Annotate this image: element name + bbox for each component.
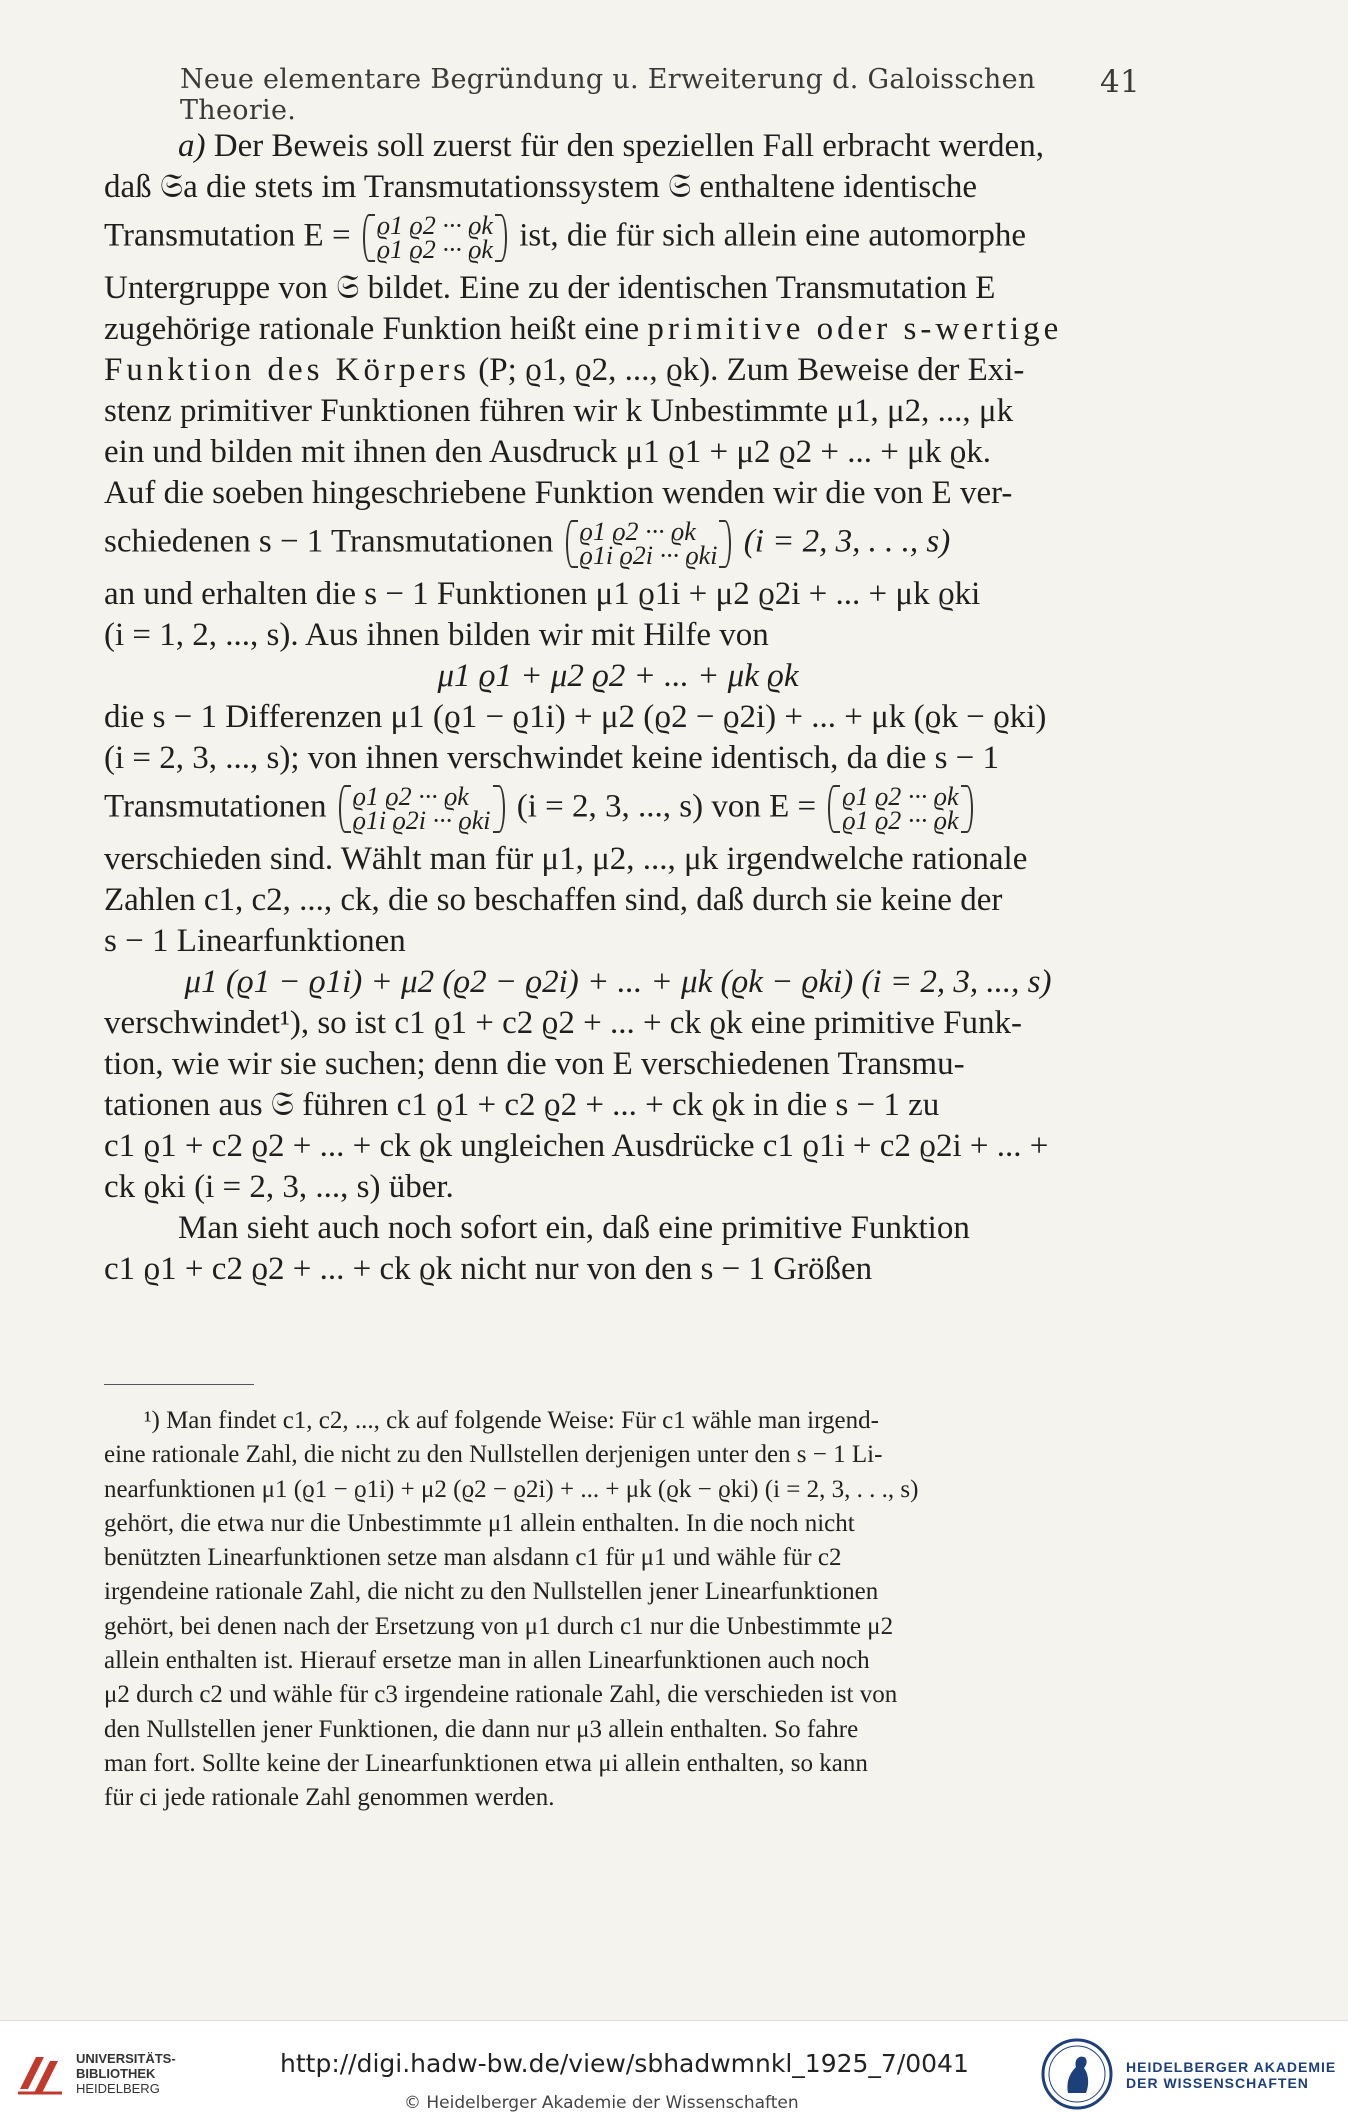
matrix-row: ϱ1 ϱ2 ··· ϱk: [352, 782, 469, 811]
library-name-line: UNIVERSITÄTS-: [76, 2051, 176, 2066]
footnote-line: gehört, die etwa nur die Unbestimmte μ1 allein enthalten. In die noch nicht: [104, 1509, 855, 1537]
transmutation-matrix: [566, 517, 732, 570]
footnote-line: gehört, bei denen nach der Ersetzung von μ1 durch c1 nur die Unbestimmte μ2: [104, 1612, 894, 1640]
text-span: zugehörige rationale Funktion heißt eine: [104, 311, 640, 347]
library-name-line: HEIDELBERG: [76, 2081, 160, 2096]
footnote-line: benützten Linearfunktionen setze man alsdann c1 für μ1 und wähle für c2: [104, 1544, 842, 1572]
text-line: Auf die soeben hingeschriebene Funktion wenden wir die von E ver-: [104, 475, 1013, 511]
footnote-line: den Nullstellen jener Funktionen, die dann nur μ3 allein enthalten. So fahre: [104, 1715, 859, 1743]
text-line: s − 1 Linearfunktionen: [104, 923, 406, 959]
matrix-row: ϱ1 ϱ2 ··· ϱk: [842, 782, 959, 811]
matrix-row: ϱ1i ϱ2i ··· ϱki: [579, 541, 718, 570]
text-line: tion, wie wir sie suchen; denn die von E verschiedenen Transmu-: [104, 1046, 965, 1082]
academy-name-line: DER WISSENSCHAFTEN: [1126, 2075, 1309, 2091]
display-equation: μ1 (ϱ1 − ϱ1i) + μ2 (ϱ2 − ϱ2i) + ... + μk (ϱk − ϱki) (i = 2, 3, ..., s): [184, 964, 1052, 1000]
text-line: [104, 517, 1132, 570]
matrix-row: ϱ1 ϱ2 ··· ϱk: [376, 211, 493, 240]
spaced-term: primitive oder s-wertige: [647, 311, 1063, 347]
running-header: [180, 64, 1140, 126]
text-line: verschieden sind. Wählt man für μ1, μ2, ..., μk irgendwelche rationale: [104, 841, 1028, 877]
text-line: (i = 2, 3, ..., s); von ihnen verschwindet keine identisch, da die s − 1: [104, 740, 1000, 776]
transmutation-matrix: [339, 782, 505, 835]
identity-matrix: [828, 782, 972, 835]
footnote-line: irgendeine rationale Zahl, die nicht zu den Nullstellen jener Linearfunktionen: [104, 1578, 879, 1606]
copyright-notice: © Heidelberger Akademie der Wissenschaften: [404, 2093, 799, 2113]
footnote-line: ¹) Man findet c1, c2, ..., ck auf folgende Weise: Für c1 wähle man irgend-: [144, 1407, 879, 1434]
text-line: [104, 350, 1132, 391]
academy-name: [1126, 2059, 1336, 2091]
text-line: verschwindet¹), so ist c1 ϱ1 + c2 ϱ2 + ... + ck ϱk eine primitive Funk-: [104, 1005, 1023, 1041]
permalink-url[interactable]: http://digi.hadw-bw.de/view/sbhadwmnkl_1925_7/0041: [280, 2049, 969, 2078]
matrix-row: ϱ1i ϱ2i ··· ϱki: [352, 806, 491, 835]
text-span: (i = 2, 3, ..., s) von E =: [516, 788, 817, 825]
text-line: [104, 211, 1132, 264]
text-span: schiedenen s − 1 Transmutationen: [104, 523, 554, 560]
text-line: stenz primitiver Funktionen führen wir k Unbestimmte μ1, μ2, ..., μk: [104, 393, 1014, 429]
text-span: ist, die für sich allein eine automorphe: [519, 217, 1026, 254]
text-span: Transmutation E =: [104, 217, 351, 254]
library-name-line: BIBLIOTHEK: [76, 2066, 156, 2081]
text-line: die s − 1 Differenzen μ1 (ϱ1 − ϱ1i) + μ2 (ϱ2 − ϱ2i) + ... + μk (ϱk − ϱki): [104, 699, 1047, 735]
text-line: tationen aus 𝔖 führen c1 ϱ1 + c2 ϱ2 + ... + ck ϱk in die s − 1 zu: [104, 1087, 940, 1123]
text-line: an und erhalten die s − 1 Funktionen μ1 ϱ1i + μ2 ϱ2i + ... + μk ϱki: [104, 576, 981, 612]
main-text: [104, 126, 1132, 1290]
page-number: 41: [1099, 64, 1140, 100]
footnote-line: allein enthalten ist. Hierauf ersetze man in allen Linearfunktionen auch noch: [104, 1647, 870, 1675]
footnote-line: eine rationale Zahl, die nicht zu den Nullstellen derjenigen unter den s − 1 Li-: [104, 1441, 883, 1469]
text-line: c1 ϱ1 + c2 ϱ2 + ... + ck ϱk ungleichen Ausdrücke c1 ϱ1i + c2 ϱ2i + ... +: [104, 1128, 1049, 1164]
text-line: Man sieht auch noch sofort ein, daß eine primitive Funktion: [178, 1210, 970, 1246]
ub-heidelberg-logo-icon[interactable]: [14, 2049, 66, 2101]
text-line: Untergruppe von 𝔖 bildet. Eine zu der identischen Transmutation E: [104, 270, 996, 306]
text-line: ck ϱki (i = 2, 3, ..., s) über.: [104, 1169, 454, 1205]
display-equation: μ1 ϱ1 + μ2 ϱ2 + ... + μk ϱk: [437, 658, 799, 694]
text-line: Zahlen c1, c2, ..., ck, die so beschaffen sind, daß durch sie keine der: [104, 882, 1003, 918]
text-line: ein und bilden mit ihnen den Ausdruck μ1 ϱ1 + μ2 ϱ2 + ... + μk ϱk.: [104, 434, 992, 470]
text-line: (i = 1, 2, ..., s). Aus ihnen bilden wir mit Hilfe von: [104, 617, 769, 653]
matrix-row: ϱ1 ϱ2 ··· ϱk: [376, 235, 493, 264]
matrix-row: ϱ1 ϱ2 ··· ϱk: [842, 806, 959, 835]
text-line: c1 ϱ1 + c2 ϱ2 + ... + ck ϱk nicht nur von den s − 1 Größen: [104, 1251, 873, 1287]
footnote-line: nearfunktionen μ1 (ϱ1 − ϱ1i) + μ2 (ϱ2 − ϱ2i) + ... + μk (ϱk − ϱki) (i = 2, 3, . . ., s): [104, 1475, 919, 1503]
text-line: [104, 309, 1132, 350]
identity-matrix: [363, 211, 507, 264]
text-span: (i = 2, 3, . . ., s): [743, 523, 951, 560]
academy-seal-icon[interactable]: [1040, 2037, 1114, 2111]
text-line: [104, 782, 1132, 835]
spaced-term: Funktion des Körpers: [104, 352, 470, 388]
text-span: (P; ϱ1, ϱ2, ..., ϱk). Zum Beweise der Exi-: [478, 352, 1025, 388]
footnote-line: man fort. Sollte keine der Linearfunktionen etwa μi allein enthalten, so kann: [104, 1749, 868, 1777]
footnote-line: für ci jede rationale Zahl genommen werden.: [104, 1784, 555, 1812]
viewer-footer-bar: [0, 2020, 1348, 2122]
text-span: Der Beweis soll zuerst für den speziellen Fall erbracht werden,: [213, 128, 1044, 164]
running-title: Neue elementare Begründung u. Erweiterung d. Galoisschen Theorie.: [180, 64, 1036, 126]
text-line: [104, 126, 1132, 167]
library-name: [76, 2051, 176, 2096]
footnote-line: μ2 durch c2 und wähle für c3 irgendeine rationale Zahl, die verschieden ist von: [104, 1681, 898, 1709]
matrix-row: ϱ1 ϱ2 ··· ϱk: [579, 517, 696, 546]
footnote-rule: [104, 1384, 254, 1385]
paragraph-label: a): [178, 128, 206, 164]
academy-name-line: HEIDELBERGER AKADEMIE: [1126, 2059, 1337, 2075]
text-line: daß 𝔖a die stets im Transmutationssystem 𝔖 enthaltene identische: [104, 169, 978, 205]
footnote: [104, 1404, 1132, 1816]
text-span: Transmutationen: [104, 788, 327, 825]
